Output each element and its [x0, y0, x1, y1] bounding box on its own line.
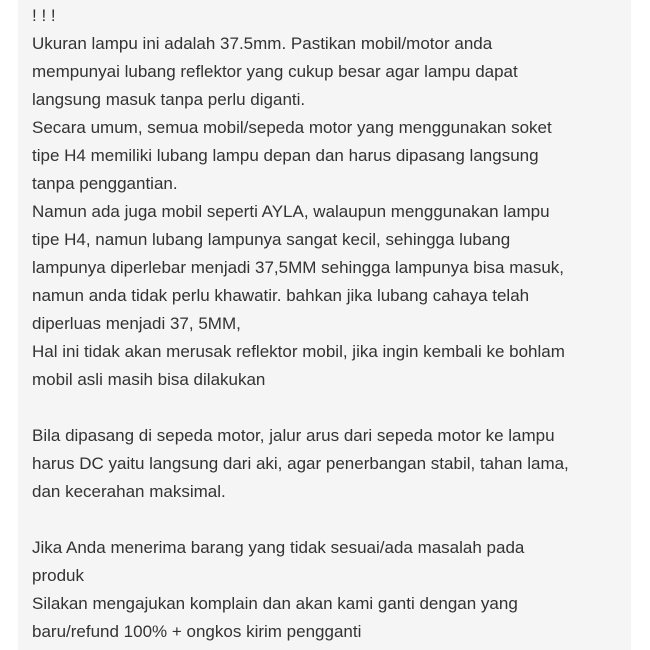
description-line: baru/refund 100% + ongkos kirim pengganti: [32, 622, 362, 641]
description-line: tipe H4 memiliki lubang lampu depan dan harus dipasang langsung: [32, 146, 539, 165]
description-line: Jika Anda menerima barang yang tidak sesuai/ada masalah pada: [32, 538, 525, 557]
description-line: harus DC yaitu langsung dari aki, agar penerbangan stabil, tahan lama,: [32, 454, 569, 473]
description-line: langsung masuk tanpa perlu diganti.: [32, 90, 306, 109]
paragraph-gap: [32, 394, 627, 422]
description-line: Namun ada juga mobil seperti AYLA, walaupun menggunakan lampu: [32, 202, 550, 221]
description-line: tipe H4, namun lubang lampunya sangat kecil, sehingga lubang: [32, 230, 511, 249]
description-line: dan kecerahan maksimal.: [32, 482, 226, 501]
paragraph-gap: [32, 506, 627, 534]
description-line: Ukuran lampu ini adalah 37.5mm. Pastikan mobil/motor anda: [32, 34, 493, 53]
description-line: ! ! !: [32, 6, 56, 25]
description-line: Secara umum, semua mobil/sepeda motor yang menggunakan soket: [32, 118, 552, 137]
description-line: Silakan mengajukan komplain dan akan kami ganti dengan yang: [32, 594, 518, 613]
product-description-text: [32, 2, 627, 646]
description-line: produk: [32, 566, 84, 585]
description-line: namun anda tidak perlu khawatir. bahkan jika lubang cahaya telah: [32, 286, 530, 305]
description-line: mobil asli masih bisa dilakukan: [32, 370, 266, 389]
description-line: diperluas menjadi 37, 5MM,: [32, 314, 241, 333]
description-line: mempunyai lubang reflektor yang cukup besar agar lampu dapat: [32, 62, 518, 81]
description-line: Bila dipasang di sepeda motor, jalur arus dari sepeda motor ke lampu: [32, 426, 555, 445]
description-line: Hal ini tidak akan merusak reflektor mobil, jika ingin kembali ke bohlam: [32, 342, 565, 361]
product-description-panel: [18, 0, 631, 650]
description-line: tanpa penggantian.: [32, 174, 178, 193]
description-line: lampunya diperlebar menjadi 37,5MM sehingga lampunya bisa masuk,: [32, 258, 565, 277]
